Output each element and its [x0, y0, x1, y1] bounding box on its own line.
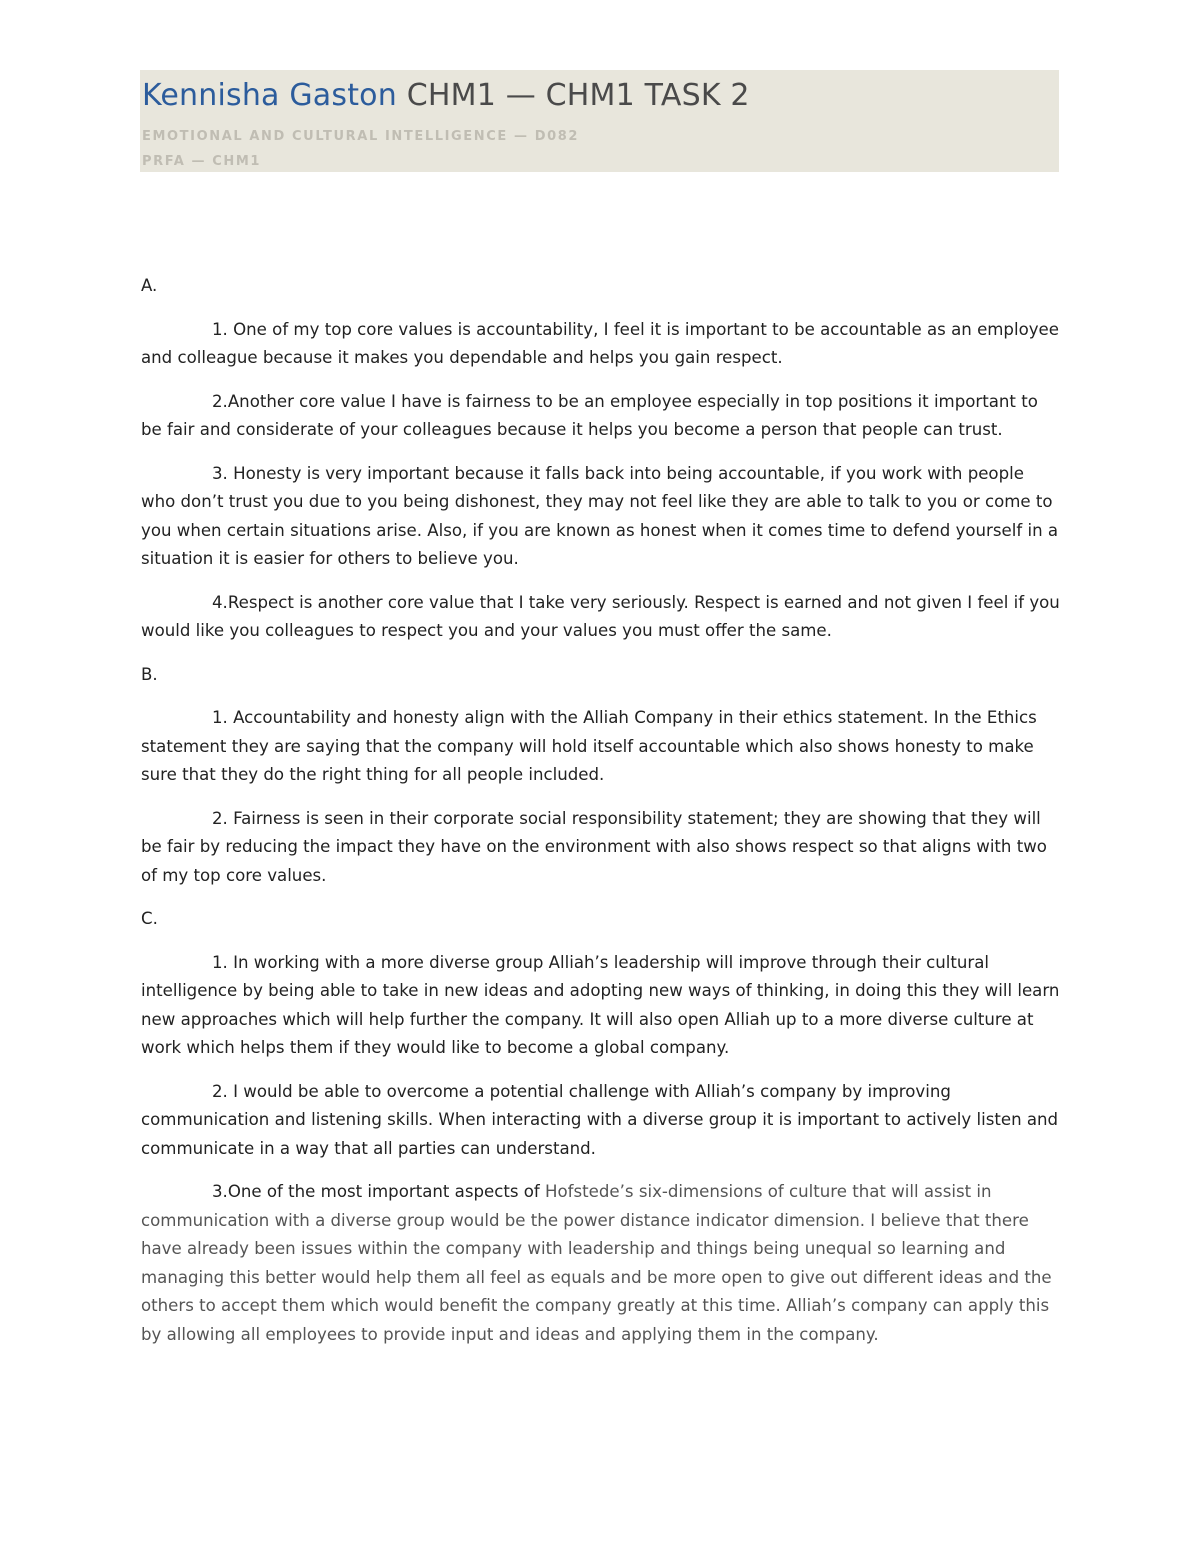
- document-title: [142, 78, 1059, 114]
- section-b-paragraph-1: 1. Accountability and honesty align with the Alliah Company in their ethics statement. In the Ethics statement they are saying that the company will hold itself accountable which also shows honesty to make sure that they do the right thing for all people included.: [141, 708, 1037, 784]
- section-a-paragraph-1: 1. One of my top core values is accountability, I feel it is important to be accountable as an employee and colleague because it makes you dependable and helps you gain respect.: [141, 319, 1059, 367]
- section-b-paragraph-2: 2. Fairness is seen in their corporate social responsibility statement; they are showing that they will be fair by reducing the impact they have on the environment with also shows respect so that aligns with two of my top core values.: [141, 808, 1047, 885]
- section-c-label: C.: [141, 909, 158, 928]
- section-c-paragraph-3-lead: 3.One of the most important aspects of: [212, 1182, 546, 1201]
- program-subtitle: PRFA — CHM1: [142, 154, 262, 169]
- section-c-paragraph-3: [141, 1178, 1061, 1349]
- section-a-paragraph-4: 4.Respect is another core value that I take very seriously. Respect is earned and not given I feel if you would like you colleagues to respect you and your values you must offer the same.: [141, 592, 1060, 640]
- section-a-paragraph-2: 2.Another core value I have is fairness to be an employee especially in top positions it important to be fair and considerate of your colleagues because it helps you become a person that people can trust.: [141, 391, 1038, 439]
- course-subtitle: EMOTIONAL AND CULTURAL INTELLIGENCE — D082: [142, 129, 580, 144]
- section-c-paragraph-3-rest: Hofstede’s six-dimensions of culture that will assist in communication with a diverse group would be the power distance indicator dimension. I believe that there have already been issues within the company with leadership and things being unequal so learning and managing this better would help them all feel as equals and be more open to give out different ideas and the others to accept them which would benefit the company greatly at this time. Alliah’s company can apply this by allowing all employees to provide input and ideas and applying them in the company.: [141, 1182, 1052, 1344]
- document-body: [141, 272, 1061, 1349]
- document-header: [140, 70, 1059, 172]
- section-b-label: B.: [141, 664, 158, 684]
- author-name: Kennisha Gaston: [142, 78, 397, 113]
- task-title: CHM1 — CHM1 TASK 2: [406, 78, 750, 113]
- section-a-paragraph-3: 3. Honesty is very important because it falls back into being accountable, if you work with people who don’t trust you due to you being dishonest, they may not feel like they are able to talk to you or come to you when certain situations arise. Also, if you are known as honest when it comes time to defend yourself in a situation it is easier for others to believe you.: [141, 463, 1059, 568]
- section-c-paragraph-2: 2. I would be able to overcome a potential challenge with Alliah’s company by improving communication and listening skills. When interacting with a diverse group it is important to actively listen and communicate in a way that all parties can understand.: [141, 1081, 1059, 1158]
- section-a-label: A.: [141, 276, 158, 295]
- section-c-paragraph-1: 1. In working with a more diverse group Alliah’s leadership will improve through their cultural intelligence by being able to take in new ideas and adopting new ways of thinking, in doing this they will learn new approaches which will help further the company. It will also open Alliah up to a more diverse culture at work which helps them if they would like to become a global company.: [141, 952, 1060, 1057]
